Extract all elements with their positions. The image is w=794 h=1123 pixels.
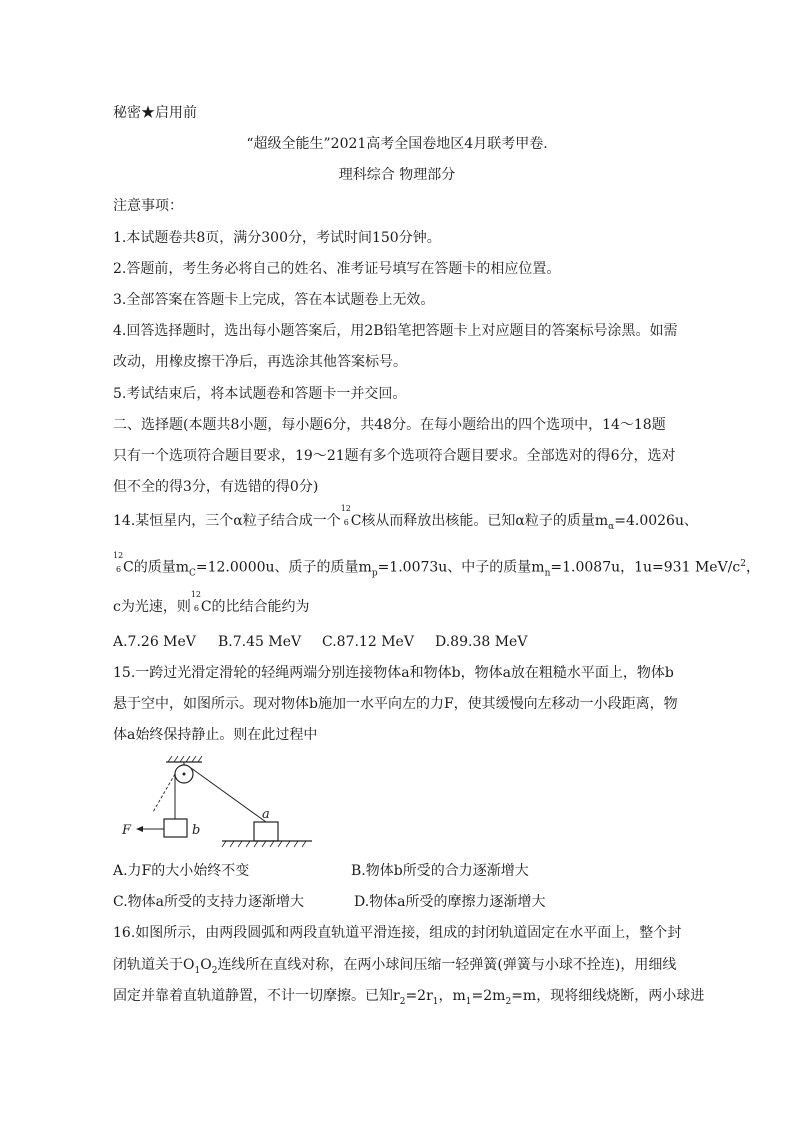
block-b-label: b [192, 823, 201, 838]
q15-option-c[interactable]: C.物体a所受的支持力逐渐增大 [113, 894, 305, 910]
q15-line: 体a始终保持静止。则在此过程中 [113, 727, 318, 743]
q15-line: 悬于空中，如图所示。现对物体b施加一水平向左的力F，使其缓慢向左移动一小段距离，物 [113, 696, 678, 712]
block-a-label: a [262, 807, 270, 822]
q15-line: 15.一跨过光滑定滑轮的轻绳两端分别连接物体a和物体b，物体a放在粗糙水平面上，物体b [113, 665, 674, 681]
exam-subtitle: 理科综合 物理部分 [338, 167, 456, 183]
section-instruction: 但不全的得3分，有选错的得0分) [113, 479, 319, 495]
arrow-left-icon [136, 826, 143, 832]
notice-item: 4.回答选择题时，选出每小题答案后，用2B铅笔把答题卡上对应题目的答案标号涂黑。如需 [113, 323, 678, 339]
notice-item: 3.全部答案在答题卡上完成，答在本试题卷上无效。 [113, 292, 435, 308]
q14-line: 12 6 C的质量$m_C=12.0000u$、质子的质量$m_p=1.0073u$、中子的质量$m_n=1.0087u$，1u=931 MeV/$c^2$， [113, 550, 760, 579]
section-instruction: 二、选择题(本题共8小题，每小题6分，共48分。在每小题给出的四个选项中，14～18题 [113, 417, 666, 433]
carbon-isotope: 12 6 [190, 590, 202, 613]
q16-line: 闭轨道关于$O_1O_2$连线所在直线对称，在两小球间压缩一轻弹簧(弹簧与小球不拴连)，用细线 [113, 957, 677, 976]
section-instruction: 只有一个选项符合题目要求，19～21题有多个选项符合题目要求。全部选对的得6分，选对 [113, 448, 676, 464]
notice-item: 1.本试题卷共8页，满分300分，考试时间150分钟。 [113, 230, 441, 246]
q15-option-b[interactable]: B.物体b所受的合力逐渐增大 [351, 863, 529, 879]
notice-item: 5.考试结束后，将本试题卷和答题卡一并交回。 [113, 386, 407, 402]
q16-line: 固定并靠着直轨道静置，不计一切摩擦。已知$r_2=2r_1$，$m_1=2m_2=m$，现将细线烧断，两小球进 [113, 988, 705, 1007]
q14-line: c为光速，则 12 6 C的比结合能约为 [113, 590, 310, 615]
q16-line: 16.如图所示，由两段圆弧和两段直轨道平滑连接，组成的封闭轨道固定在水平面上，整个封 [113, 925, 682, 941]
pulley-figure [118, 754, 318, 850]
q15-option-d[interactable]: D.物体a所受的摩擦力逐渐增大 [354, 894, 546, 910]
secret-label: 秘密★启用前 [113, 105, 197, 121]
q14-option-c[interactable]: C.87.12 MeV [322, 634, 414, 650]
notice-item: 2.答题前，考生务必将自己的姓名、准考证号填写在答题卡的相应位置。 [113, 261, 561, 277]
block-b [164, 819, 187, 837]
q14-option-a[interactable]: A.7.26 MeV [113, 634, 196, 650]
notice-item: 改动，用橡皮擦干净后，再选涂其他答案标号。 [113, 354, 407, 370]
q14-option-b[interactable]: B.7.45 MeV [218, 634, 302, 650]
q15-option-a[interactable]: A.力F的大小始终不变 [113, 863, 250, 879]
notice-heading: 注意事项： [113, 198, 183, 214]
exam-title: “超级全能生”2021高考全国卷地区4月联考甲卷. [246, 136, 548, 152]
force-label: F [122, 823, 132, 838]
q14-option-d[interactable]: D.89.38 MeV [435, 634, 528, 650]
block-a [254, 822, 278, 841]
q14-line: 14.某恒星内，三个α粒子结合成一个 12 6 C核从而释放出核能。已知α粒子的质量$m_\alpha=4.0026u$、 [113, 504, 698, 532]
carbon-isotope: 12 6 [340, 504, 351, 527]
carbon-isotope: 12 6 [113, 550, 124, 574]
